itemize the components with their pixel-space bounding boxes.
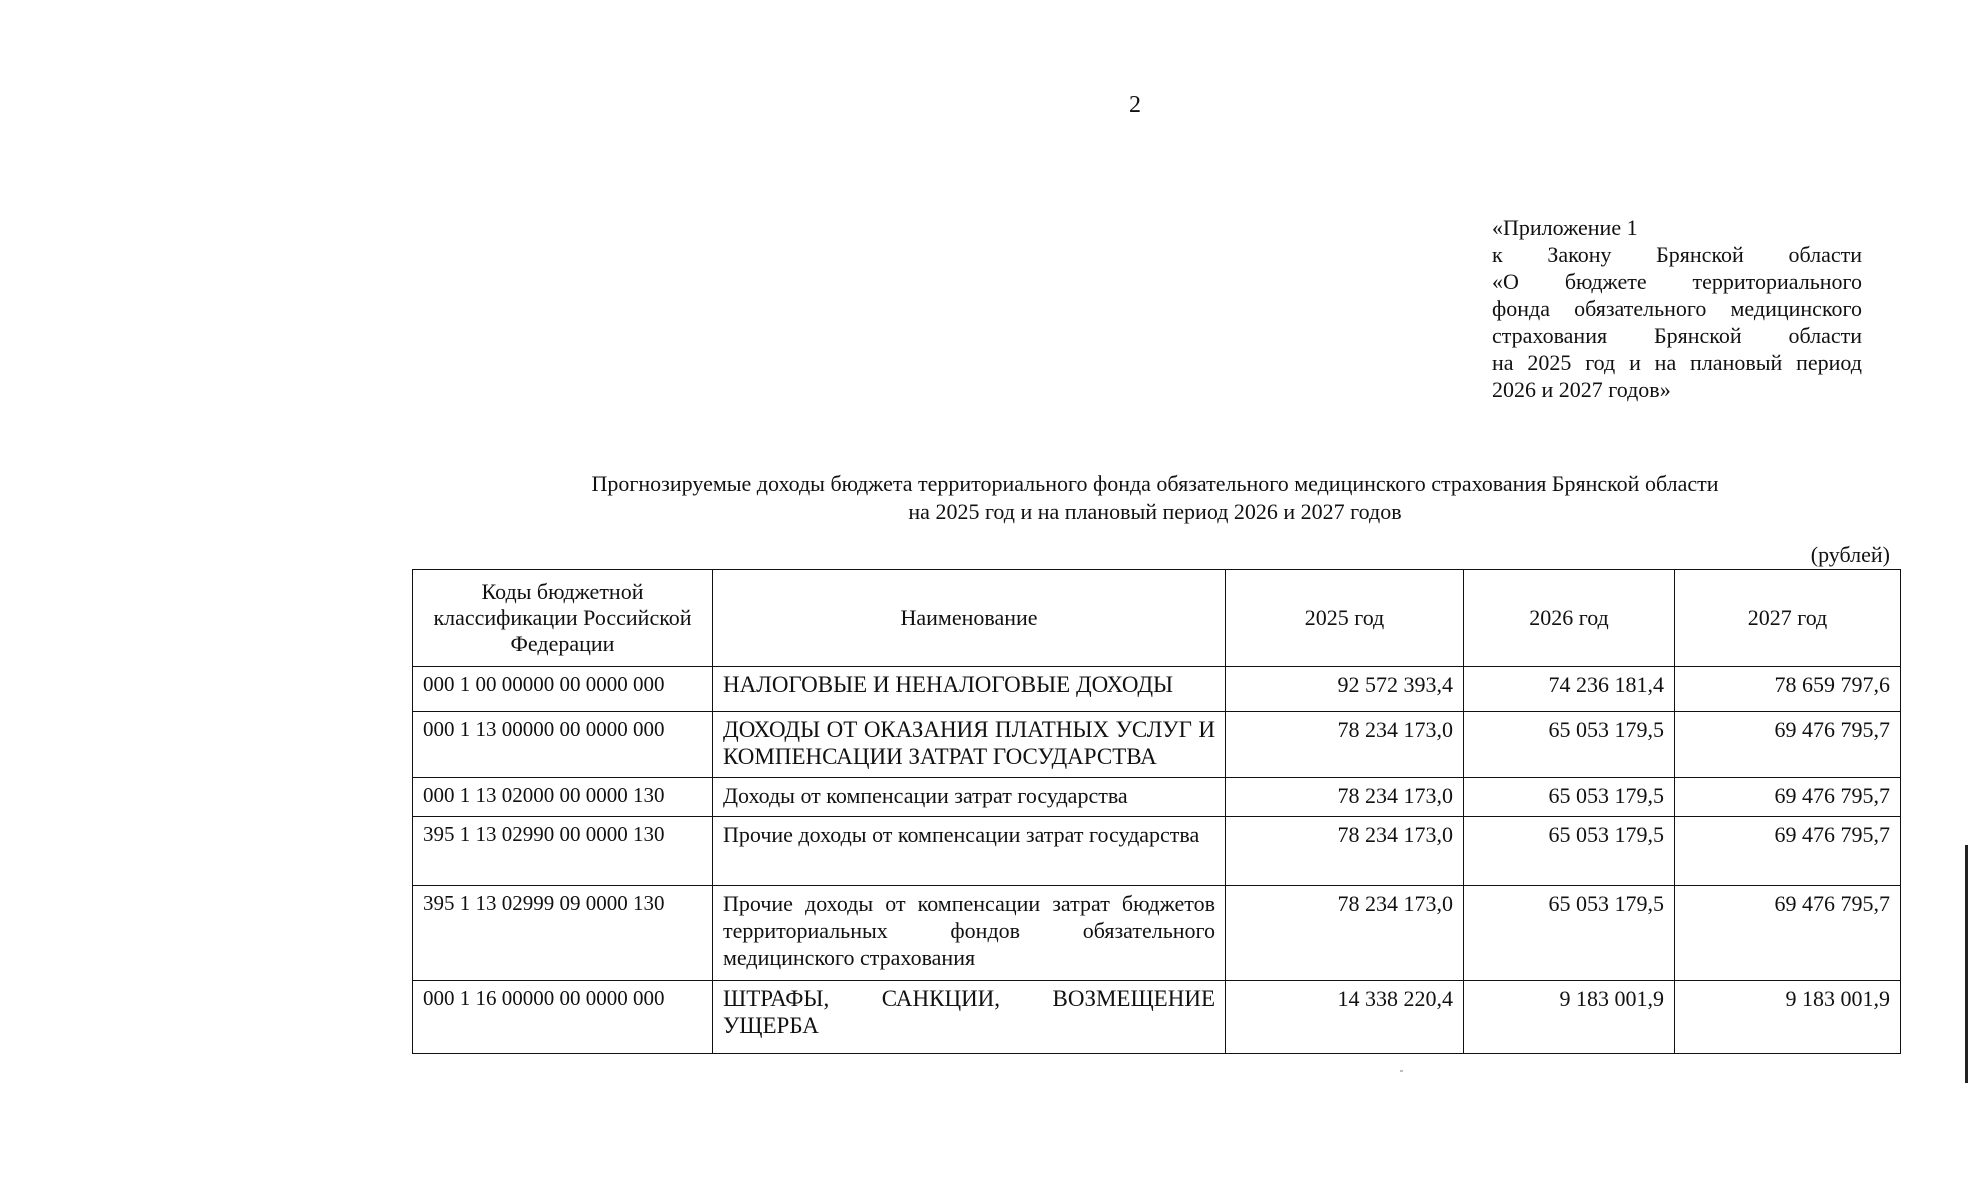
- cell-2026: 9 183 001,9: [1464, 981, 1675, 1054]
- cell-code: 000 1 13 00000 00 0000 000: [413, 712, 713, 778]
- header-codes: Коды бюджетной классификации Российской Федерации: [413, 570, 713, 667]
- annex-reference: [1492, 214, 1862, 403]
- cell-code: 395 1 13 02999 09 0000 130: [413, 886, 713, 981]
- annex-line: фонда обязательного медицинского: [1492, 296, 1862, 321]
- cell-name: Прочие доходы от компенсации затрат бюджетов территориальных фондов обязательного медицинского страхования: [713, 886, 1226, 981]
- annex-line: «О бюджете территориального: [1492, 269, 1862, 294]
- header-2027: 2027 год: [1675, 570, 1901, 667]
- cell-2026: 65 053 179,5: [1464, 817, 1675, 886]
- cell-2025: 78 234 173,0: [1226, 778, 1464, 817]
- table-row: [413, 778, 1901, 817]
- cell-code: 395 1 13 02990 00 0000 130: [413, 817, 713, 886]
- table-header-row: [413, 570, 1901, 667]
- cell-code: 000 1 00 00000 00 0000 000: [413, 667, 713, 712]
- cell-name: ДОХОДЫ ОТ ОКАЗАНИЯ ПЛАТНЫХ УСЛУГ И КОМПЕНСАЦИИ ЗАТРАТ ГОСУДАРСТВА: [713, 712, 1226, 778]
- cell-name: Прочие доходы от компенсации затрат государства: [713, 817, 1226, 886]
- cell-2026: 65 053 179,5: [1464, 712, 1675, 778]
- document-title: [400, 470, 1910, 526]
- cell-name: Доходы от компенсации затрат государства: [713, 778, 1226, 817]
- cell-2027: 69 476 795,7: [1675, 886, 1901, 981]
- cell-code: 000 1 13 02000 00 0000 130: [413, 778, 713, 817]
- cell-2027: 69 476 795,7: [1675, 712, 1901, 778]
- header-name: Наименование: [713, 570, 1226, 667]
- cell-code: 000 1 16 00000 00 0000 000: [413, 981, 713, 1054]
- cell-2027: 78 659 797,6: [1675, 667, 1901, 712]
- cell-2025: 92 572 393,4: [1226, 667, 1464, 712]
- header-2026: 2026 год: [1464, 570, 1675, 667]
- header-2025: 2025 год: [1226, 570, 1464, 667]
- cell-2025: 78 234 173,0: [1226, 817, 1464, 886]
- title-line-2: на 2025 год и на плановый период 2026 и 2027 годов: [908, 499, 1402, 524]
- units-label: (рублей): [1810, 542, 1890, 567]
- table-row: [413, 712, 1901, 778]
- annex-line: на 2025 год и на плановый период: [1492, 350, 1862, 375]
- table-row: [413, 981, 1901, 1054]
- annex-line: к Закону Брянской области: [1492, 242, 1862, 267]
- annex-line: 2026 и 2027 годов»: [1492, 377, 1671, 402]
- cell-2025: 78 234 173,0: [1226, 886, 1464, 981]
- cell-2027: 9 183 001,9: [1675, 981, 1901, 1054]
- annex-line: «Приложение 1: [1492, 215, 1638, 240]
- cell-2027: 69 476 795,7: [1675, 817, 1901, 886]
- cell-2026: 74 236 181,4: [1464, 667, 1675, 712]
- table-row: [413, 886, 1901, 981]
- table-row: [413, 667, 1901, 712]
- cell-2027: 69 476 795,7: [1675, 778, 1901, 817]
- annex-line: страхования Брянской области: [1492, 323, 1862, 348]
- cell-2026: 65 053 179,5: [1464, 886, 1675, 981]
- scan-speck: [1400, 1070, 1403, 1072]
- income-table: [412, 569, 1901, 1054]
- cell-name: ШТРАФЫ, САНКЦИИ, ВОЗМЕЩЕНИЕ УЩЕРБА: [713, 981, 1226, 1054]
- table-row: [413, 817, 1901, 886]
- title-line-1: Прогнозируемые доходы бюджета территориального фонда обязательного медицинского страхования Брянской области: [591, 471, 1719, 496]
- cell-2026: 65 053 179,5: [1464, 778, 1675, 817]
- cell-name: НАЛОГОВЫЕ И НЕНАЛОГОВЫЕ ДОХОДЫ: [713, 667, 1226, 712]
- page-number: 2: [1129, 92, 1141, 118]
- scan-edge-mark: [1965, 845, 1968, 1083]
- cell-2025: 78 234 173,0: [1226, 712, 1464, 778]
- cell-2025: 14 338 220,4: [1226, 981, 1464, 1054]
